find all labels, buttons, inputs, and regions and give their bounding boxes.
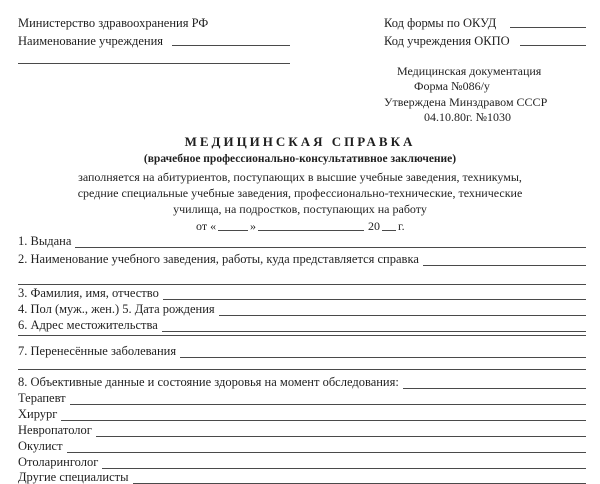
okpo-code-label: Код учреждения ОКПО	[384, 34, 510, 48]
intro-line-2: средние специальные учебные заведения, профессионально-технические, технические	[77, 186, 523, 200]
field-address-line[interactable]	[162, 320, 586, 332]
field-therapist-label: Терапевт	[18, 391, 66, 405]
field-otolaryngologist-label: Отоларинголог	[18, 455, 99, 469]
institution-name-line	[172, 45, 290, 46]
field-address-label: 6. Адрес местожительства	[18, 318, 158, 332]
date-quote: »	[250, 219, 256, 233]
field-objective-data-label: 8. Объективные данные и состояние здоровья на момент обследования:	[18, 375, 399, 389]
date-year-line	[382, 230, 396, 231]
ministry-name: Министерство здравоохранения РФ	[18, 16, 209, 30]
page-title: МЕДИЦИНСКАЯ СПРАВКА	[184, 134, 416, 149]
approval-date-number: 04.10.80г. №1030	[424, 110, 512, 124]
field-past-diseases	[18, 344, 586, 358]
field-address	[18, 318, 586, 332]
institution-label: Наименование учреждения	[18, 34, 164, 48]
date-month-line	[258, 230, 364, 231]
field-destination-line-2	[18, 284, 586, 285]
field-past-diseases-label: 7. Перенесённые заболевания	[18, 344, 177, 358]
field-otolaryngologist	[18, 455, 586, 469]
field-ophthalmologist	[18, 439, 586, 453]
okud-code-line	[510, 27, 586, 28]
field-address-line-2	[18, 335, 586, 336]
field-surgeon-label: Хирург	[18, 407, 58, 421]
approval-doc-type: Медицинская документация	[397, 64, 542, 78]
field-objective-data	[18, 375, 586, 389]
field-full-name-line[interactable]	[163, 288, 586, 300]
field-destination-line[interactable]	[423, 254, 586, 266]
field-therapist-line[interactable]	[70, 393, 586, 405]
okpo-code-line	[520, 45, 586, 46]
field-destination-label: 2. Наименование учебного заведения, работы, куда представляется справка	[18, 252, 419, 266]
field-neurologist	[18, 423, 586, 437]
date-year-prefix: 20	[368, 219, 380, 233]
field-objective-data-line[interactable]	[403, 377, 586, 389]
field-therapist	[18, 391, 586, 405]
field-past-diseases-line[interactable]	[180, 346, 586, 358]
approval-approved-by: Утверждена Минздравом СССР	[384, 95, 548, 109]
date-prefix: от «	[196, 219, 217, 233]
field-full-name	[18, 286, 586, 300]
field-other-specialists-line[interactable]	[133, 472, 586, 484]
institution-name-line-2	[18, 63, 290, 64]
field-neurologist-line[interactable]	[96, 425, 586, 437]
date-day-line	[218, 230, 248, 231]
field-issued-to	[18, 234, 586, 248]
field-other-specialists	[18, 470, 586, 484]
date-year-suffix: г.	[398, 219, 405, 233]
intro-line-3: училища, на подростков, поступающих на работу	[173, 202, 427, 216]
field-sex-birthdate-label: 4. Пол (муж., жен.) 5. Дата рождения	[18, 302, 215, 316]
field-ophthalmologist-label: Окулист	[18, 439, 63, 453]
field-sex-birthdate-line[interactable]	[219, 304, 586, 316]
field-destination	[18, 252, 586, 266]
field-surgeon	[18, 407, 586, 421]
field-neurologist-label: Невропатолог	[18, 423, 92, 437]
field-other-specialists-label: Другие специалисты	[18, 470, 129, 484]
page-subtitle: (врачебное профессионально-консультативное заключение)	[143, 153, 457, 165]
okud-code-label: Код формы по ОКУД	[384, 16, 497, 30]
field-otolaryngologist-line[interactable]	[102, 457, 586, 469]
field-sex-birthdate	[18, 302, 586, 316]
field-full-name-label: 3. Фамилия, имя, отчество	[18, 286, 159, 300]
field-ophthalmologist-line[interactable]	[67, 441, 586, 453]
field-surgeon-line[interactable]	[61, 409, 586, 421]
field-issued-to-label: 1. Выдана	[18, 234, 72, 248]
field-issued-to-line[interactable]	[75, 236, 586, 248]
field-past-diseases-line-2	[18, 369, 586, 370]
intro-line-1: заполняется на абитуриентов, поступающих в высшие учебные заведения, техникумы,	[78, 170, 522, 184]
approval-form-number: Форма №086/у	[414, 79, 490, 93]
